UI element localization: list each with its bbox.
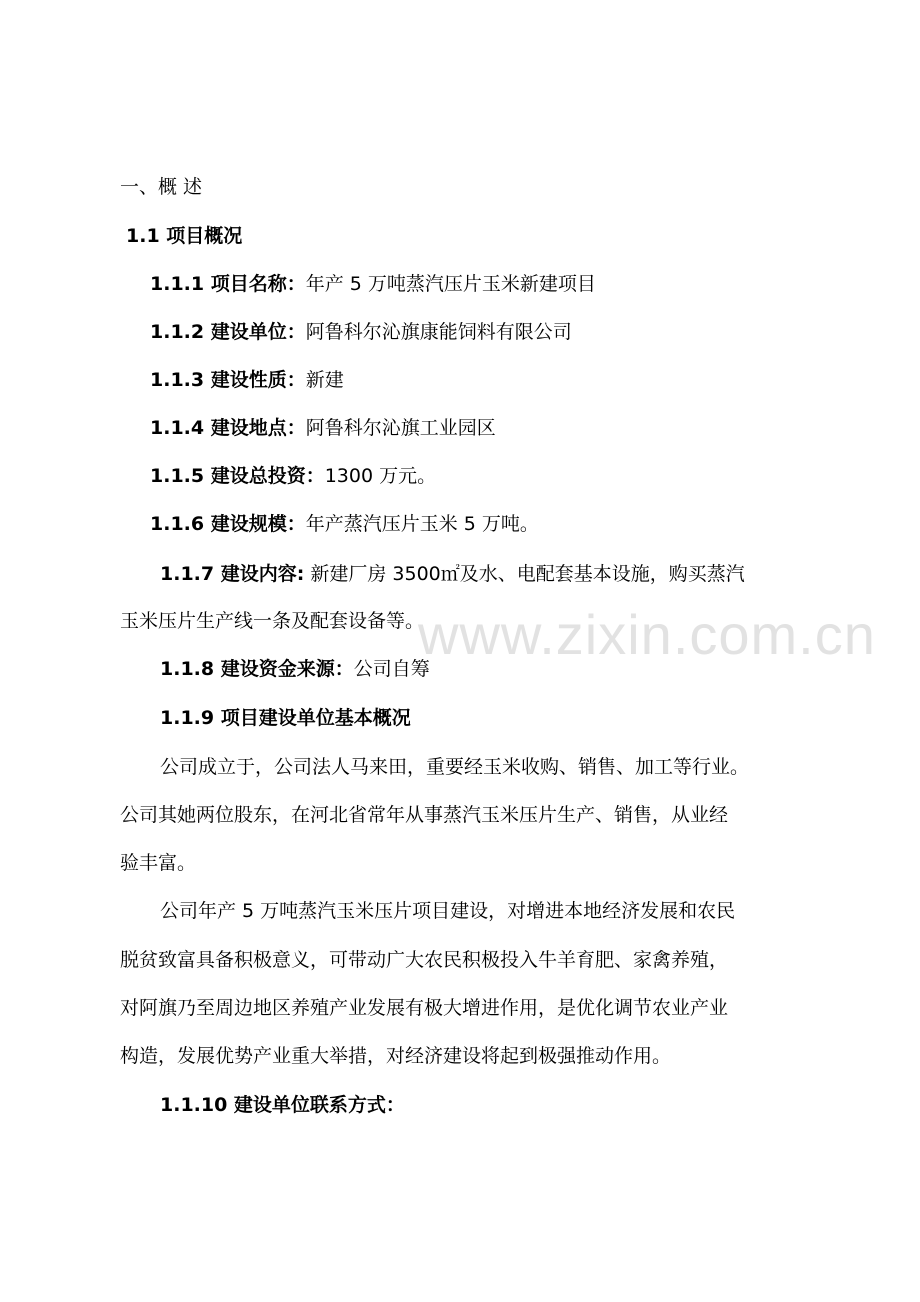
item-label: 1.1.2 建设单位：: [150, 321, 306, 343]
item-value: 阿鲁科尔沁旗康能饲料有限公司: [305, 321, 572, 343]
item-construction-content-continued: 玉米压片生产线一条及配套设备等。: [120, 610, 425, 632]
item-construction-scale: [150, 510, 539, 538]
item-project-name: [150, 270, 596, 298]
item-label: 1.1.6 建设规模：: [150, 513, 306, 535]
section-title: 一、概 述: [120, 176, 203, 198]
item-construction-content: [160, 560, 745, 588]
paragraph-line: 公司年产 5 万吨蒸汽玉米压片项目建设，对增进本地经济发展和农民: [160, 900, 736, 922]
paragraph-line: 脱贫致富具备积极意义，可带动广大农民积极投入牛羊育肥、家禽养殖，: [120, 949, 729, 971]
item-label: 1.1.1 项目名称：: [150, 273, 306, 295]
item-total-investment: [150, 462, 436, 490]
item-label: 1.1.4 建设地点：: [150, 417, 306, 439]
item-label: 1.1.9 项目建设单位基本概况: [160, 707, 411, 729]
item-value: 年产蒸汽压片玉米 5 万吨。: [305, 513, 539, 535]
item-construction-location: [150, 414, 496, 442]
item-unit-overview: [160, 704, 411, 732]
paragraph-line: 公司其她两位股东，在河北省常年从事蒸汽玉米压片生产、销售，从业经: [120, 804, 729, 826]
subsection-title: 1.1 项目概况: [126, 225, 243, 247]
item-construction-nature: [150, 366, 344, 394]
item-value: 年产 5 万吨蒸汽压片玉米新建项目: [305, 273, 596, 295]
item-construction-unit: [150, 318, 572, 346]
item-value: 1300 万元。: [324, 465, 437, 487]
item-value: 新建厂房 3500㎡及水、电配套基本设施，购买蒸汽: [304, 563, 745, 585]
paragraph-line: 验丰富。: [120, 852, 197, 874]
contact-title: 1.1.10 建设单位联系方式：: [160, 1094, 405, 1116]
item-funding-source: [160, 655, 430, 683]
item-value: 阿鲁科尔沁旗工业园区: [305, 417, 496, 439]
paragraph-line: 构造，发展优势产业重大举措，对经济建设将起到极强推动作用。: [120, 1045, 672, 1067]
paragraph-line: 公司成立于，公司法人马来田，重要经玉米收购、销售、加工等行业。: [160, 756, 750, 778]
item-label: 1.1.5 建设总投资：: [150, 465, 325, 487]
item-label: 1.1.3 建设性质：: [150, 369, 306, 391]
watermark: www.zixin.com.cn: [418, 603, 876, 666]
item-value: 新建: [305, 369, 344, 391]
paragraph-line: 对阿旗乃至周边地区养殖产业发展有极大增进作用，是优化调节农业产业: [120, 997, 729, 1019]
item-label: 1.1.7 建设内容:: [160, 563, 305, 585]
item-label: 1.1.8 建设资金来源：: [160, 658, 354, 680]
item-value: 公司自筹: [353, 658, 430, 680]
